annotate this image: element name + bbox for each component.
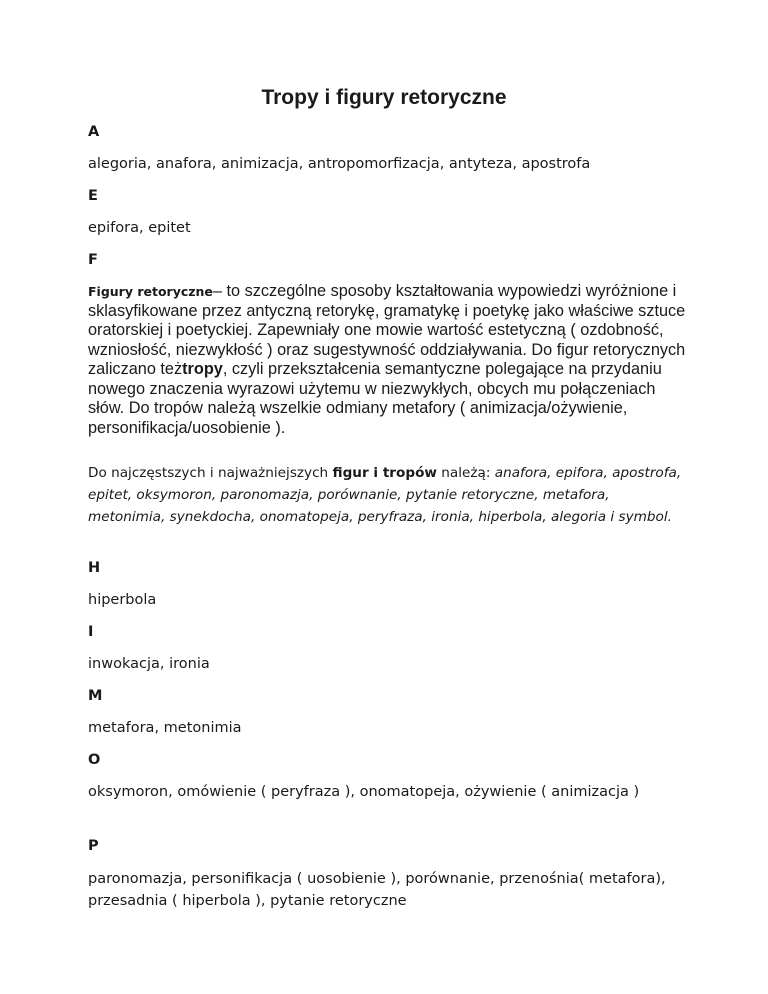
section-p-terms: paronomazja, personifikacja ( uosobienie ), porównanie, przenośnia( metafora), przesadnia ( hiperbola ), pytanie retoryczne [88, 871, 666, 909]
section-letter-f: F [88, 252, 98, 268]
definition-part2: , czyli przekształcenia semantyczne polegające na przydaniu nowego znaczenia wyrazowi użytemu w niezwykłych, obcych mu połączeniach słów. Do tropów należą wszelkie odmiany metafory ( animizacja/ożywienie, personifikacja/uosobienie ). [88, 360, 662, 437]
section-letter-o: O [88, 752, 101, 768]
definition-bold-word: tropy [182, 360, 223, 378]
section-m-terms: metafora, metonimia [88, 720, 242, 736]
section-letter-p: P [88, 838, 99, 854]
common-middle: należą: [436, 465, 495, 481]
figury-definition [88, 282, 688, 438]
section-a-terms: alegoria, anafora, animizacja, antropomorfizacja, antyteza, apostrofa [88, 156, 591, 172]
section-letter-a: A [88, 124, 100, 140]
section-e-terms: epifora, epitet [88, 220, 191, 236]
common-list: anafora, epifora, apostrofa, epitet, oksymoron, paronomazja, porównanie, pytanie retoryczne, metafora, metonimia, synekdocha, onomatopeja, peryfraza, ironia, hiperbola, alegoria i symbol. [88, 465, 682, 525]
common-figures-paragraph [88, 462, 688, 528]
common-prefix: Do najczęstszych i najważniejszych [88, 465, 333, 481]
page-title: Tropy i figury retoryczne [261, 86, 507, 109]
section-letter-h: H [88, 560, 101, 576]
section-letter-m: M [88, 688, 103, 704]
section-i-terms: inwokacja, ironia [88, 656, 210, 672]
section-h-terms: hiperbola [88, 592, 157, 608]
definition-part1: – to szczególne sposoby kształtowania wypowiedzi wyróżnione i sklasyfikowane przez antyczną retorykę, gramatykę i poetykę jako właściwe sztuce oratorskiej i poetyckiej. Zapewniały one mowie wartość estetyczną ( ozdobność, wzniosłość, niezwykłość ) oraz sugestywność oddziaływania. Do figur retorycznych zaliczano też [88, 282, 686, 378]
common-bold: figur i tropów [332, 465, 437, 481]
section-o-terms: oksymoron, omówienie ( peryfraza ), onomatopeja, ożywienie ( animizacja ) [88, 784, 640, 800]
definition-lead: Figury retoryczne [88, 284, 213, 299]
section-letter-e: E [88, 188, 98, 204]
section-letter-i: I [88, 624, 94, 640]
